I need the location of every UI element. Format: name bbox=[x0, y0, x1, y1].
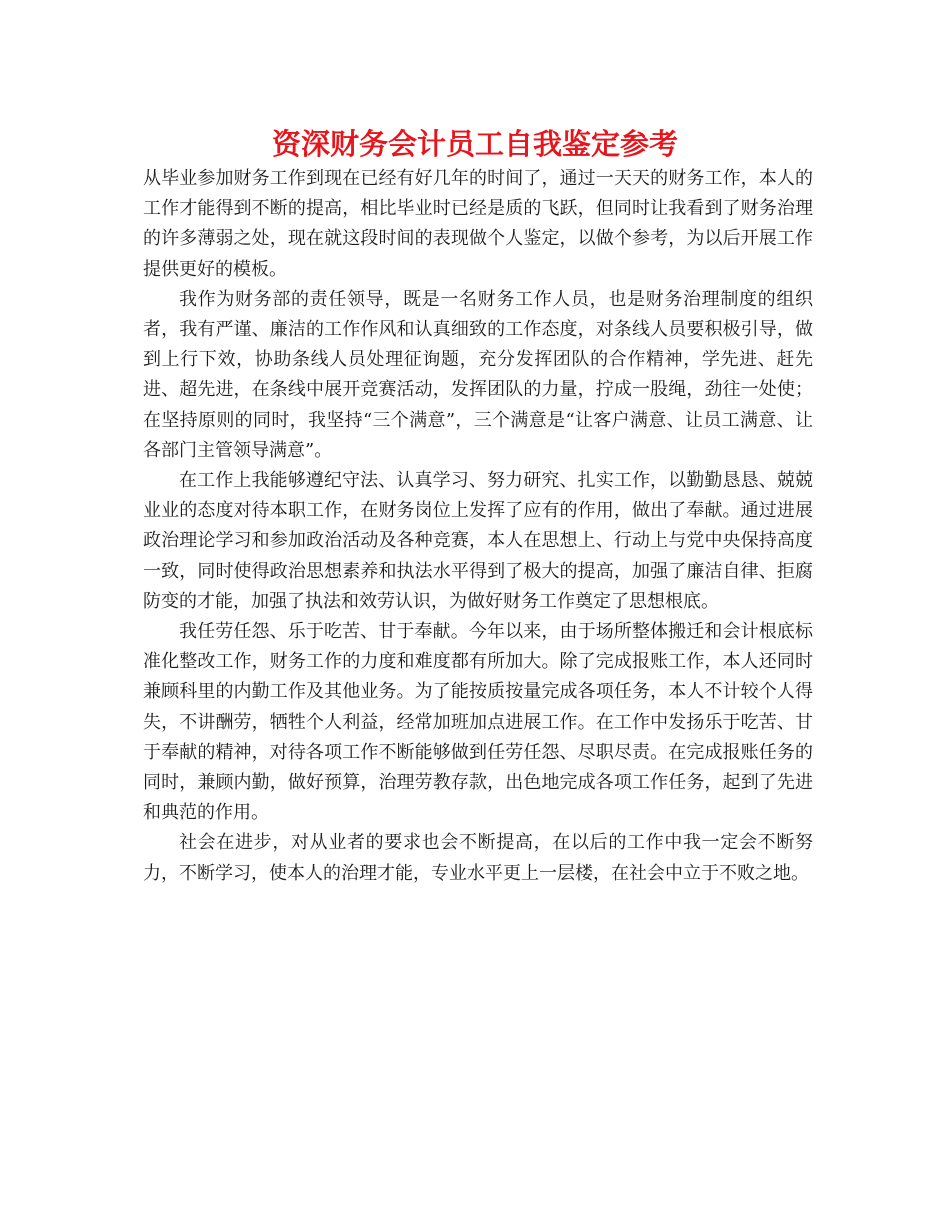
paragraph-work-attitude: 在工作上我能够遵纪守法、认真学习、努力研究、扎实工作，以勤勤恳恳、兢兢业业的态度对待本职工作，在财务岗位上发挥了应有的作用，做出了奉献。通过进展政治理论学习和参加政治活动及各种竞赛，本人在思想上、行动上与党中央保持高度一致，同时使得政治思想素养和执法水平得到了极大的提高，加强了廉洁自律、拒腐防变的才能，加强了执法和效劳认识，为做好财务工作奠定了思想根底。 bbox=[143, 470, 813, 612]
document-title: 资深财务会计员工自我鉴定参考 bbox=[271, 127, 678, 161]
paragraph-dedication: 我任劳任怨、乐于吃苦、甘于奉献。今年以来，由于场所整体搬迁和会计根底标准化整改工作，财务工作的力度和难度都有所加大。除了完成报账工作，本人还同时兼顾科里的内勤工作及其他业务。为了能按质按量完成各项任务，本人不计较个人得失，不讲酬劳，牺牲个人利益，经常加班加点进展工作。在工作中发扬乐于吃苦、甘于奉献的精神，对待各项工作不断能够做到任劳任怨、尽职尽责。在完成报账任务的同时，兼顾内勤，做好预算，治理劳教存款，出色地完成各项工作任务，起到了先进和典范的作用。 bbox=[143, 621, 813, 824]
paragraph-conclusion: 社会在进步，对从业者的要求也会不断提高，在以后的工作中我一定会不断努力，不断学习，使本人的治理才能，专业水平更上一层楼，在社会中立于不败之地。 bbox=[143, 832, 813, 884]
paragraph-leadership: 我作为财务部的责任领导，既是一名财务工作人员，也是财务治理制度的组织者，我有严谨、廉洁的工作作风和认真细致的工作态度，对条线人员要积极引导，做到上行下效，协助条线人员处理征询题，充分发挥团队的合作精神，学先进、赶先进、超先进，在条线中展开竞赛活动，发挥团队的力量，拧成一股绳，劲往一处使；在坚持原则的同时，我坚持“三个满意”，三个满意是“让客户满意、让员工满意、让各部门主管领导满意”。 bbox=[143, 288, 813, 461]
paragraph-intro: 从毕业参加财务工作到现在已经有好几年的时间了，通过一天天的财务工作，本人的工作才能得到不断的提高，相比毕业时已经是质的飞跃，但同时让我看到了财务治理的许多薄弱之处，现在就这段时间的表现做个人鉴定，以做个参考，为以后开展工作提供更好的模板。 bbox=[143, 168, 813, 280]
document-body bbox=[143, 164, 813, 889]
